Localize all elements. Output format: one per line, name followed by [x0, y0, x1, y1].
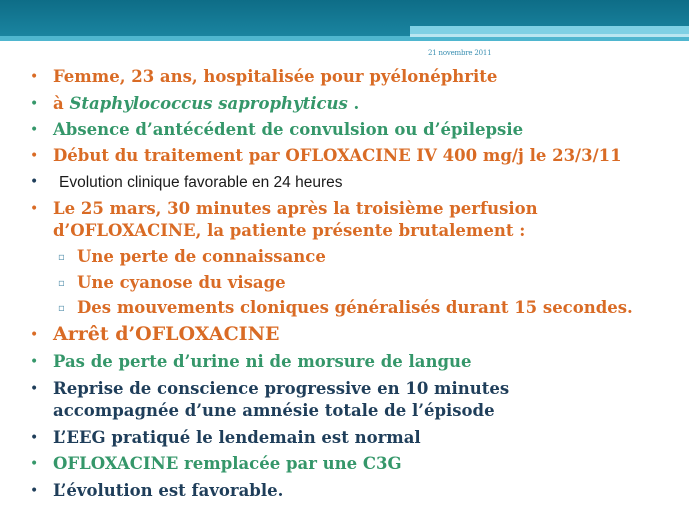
bullet-icon: •	[30, 354, 39, 370]
line-stop-ofloxacine: Arrêt d’OFLOXACINE	[53, 323, 280, 345]
line-recovery-1: Reprise de conscience progressive en 10 minutes	[53, 379, 510, 398]
line-organism-c: .	[347, 94, 360, 113]
line-evolution-24h: Evolution clinique favorable en 24 heures	[59, 174, 343, 191]
line-event-1: Le 25 mars, 30 minutes après la troisième perfusion	[53, 199, 538, 218]
line-treatment-start: Début du traitement par OFLOXACINE IV 400 mg/j le 23/3/11	[53, 146, 622, 165]
line-organism-b: Staphylococcus saprophyticus	[69, 94, 348, 113]
line-organism-a: à	[53, 94, 70, 113]
bullet-icon: •	[30, 430, 39, 446]
line-patient-a: Femme, 23 ans	[53, 67, 192, 86]
line-replaced-c3g: OFLOXACINE remplacée par une C3G	[53, 454, 402, 473]
bullet-icon: •	[30, 456, 39, 472]
line-eeg: L’EEG pratiqué le lendemain est normal	[53, 428, 421, 447]
line-organism	[53, 94, 359, 114]
sub-line-consciousness: Une perte de connaissance	[77, 247, 326, 266]
sub-bullet-icon: ▫	[58, 252, 65, 263]
sub-line-clonic: Des mouvements cloniques généralisés durant 15 secondes.	[77, 298, 633, 317]
line-no-urine-loss: Pas de perte d’urine ni de morsure de langue	[53, 352, 472, 371]
line-patient-b: , hospitalisée pour pyélonéphrite	[191, 67, 498, 86]
bullet-icon: •	[30, 69, 39, 85]
line-event-2: d’OFLOXACINE, la patiente présente brutalement :	[53, 221, 526, 240]
line-recovery-2: accompagnée d’une amnésie totale de l’épisode	[53, 401, 495, 420]
bullet-icon: •	[30, 122, 39, 138]
header-stripe-light	[410, 34, 689, 37]
bullet-icon: •	[30, 148, 39, 164]
slide-date: 21 novembre 2011	[428, 49, 492, 57]
bullet-icon: •	[30, 381, 39, 397]
line-history: Absence d’antécédent de convulsion ou d’épilepsie	[53, 120, 524, 139]
header-stripe	[410, 26, 689, 34]
line-patient	[53, 67, 497, 87]
bullet-icon: •	[30, 327, 39, 343]
sub-line-cyanosis: Une cyanose du visage	[77, 273, 286, 292]
bullet-icon: •	[30, 483, 39, 499]
sub-bullet-icon: ▫	[58, 278, 65, 289]
line-favorable: L’évolution est favorable.	[53, 481, 284, 500]
bullet-icon: •	[30, 96, 39, 112]
bullet-icon: •	[30, 201, 39, 217]
sub-bullet-icon: ▫	[58, 303, 65, 314]
bullet-icon: •	[30, 174, 39, 190]
